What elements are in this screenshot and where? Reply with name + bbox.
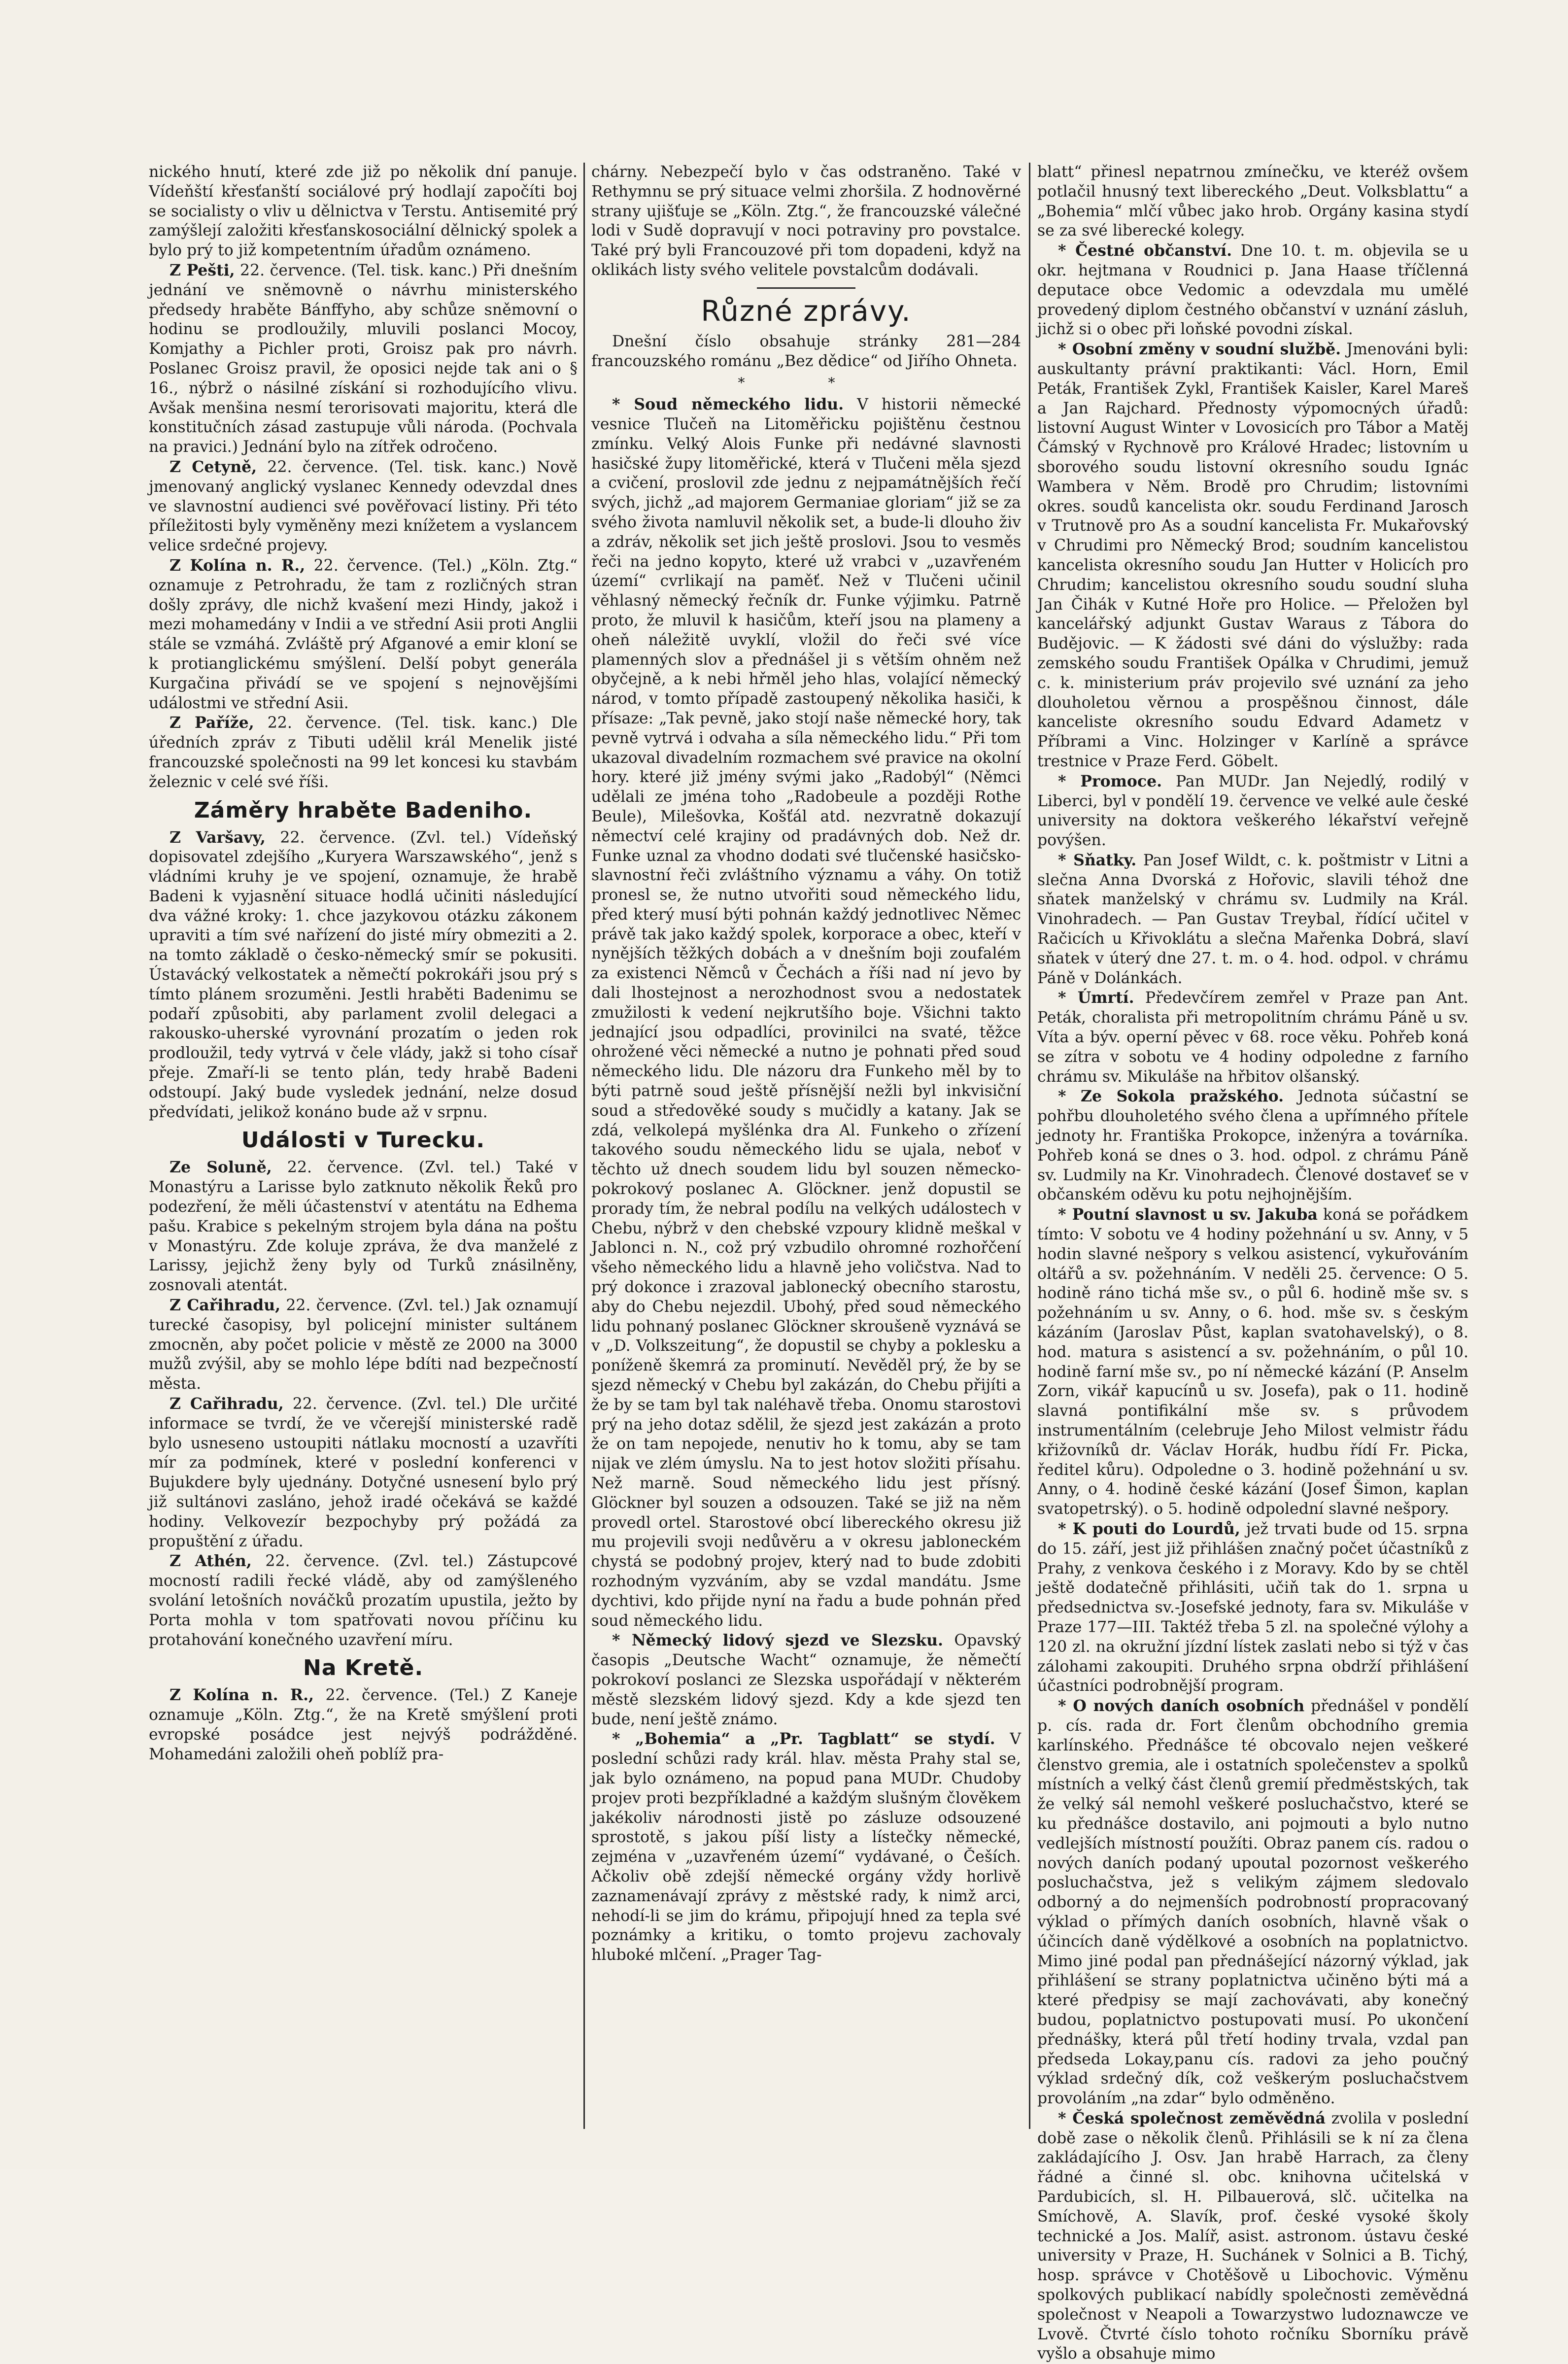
dateline: * Soud německého lidu.: [612, 395, 844, 414]
separator-rule: [757, 287, 855, 289]
article-paragraph: [149, 556, 578, 713]
dateline: * O nových daních osobních: [1058, 1697, 1305, 1715]
article-paragraph: [1037, 1087, 1468, 1205]
dateline: * Poutní slavnost u sv. Jakuba: [1058, 1205, 1318, 1224]
dateline: * K pouti do Lourdů,: [1058, 1519, 1240, 1538]
paragraph-text: 22. července. (Tel.) Z Kaneje oznamuje „Köln. Ztg.“, že na Kretě smýšlení proti evropské posádce jest nejvýš podrážděné. Mohamedáni založili oheň poblíž pra-: [149, 1686, 578, 1763]
paragraph-text: zvolila v poslední době zase o několik členů. Přihlásili se k ní za člena zakládajícího J. Osv. Jan hrabě Harrach, za členy řádné a činné sl. obc. knihovna učitelská v Pardubicích, sl. H. Pilbauerová, slč. učitelka na Smíchově, A. Slavík, prof. české vysoké školy technické a Jos. Malíř, asist. astronom. ústavu české university v Praze, H. Suchánek v Solnici a B. Tichý, hosp. správce v Chotěšově u Libochovic. Výměnu spolkových publikací nabídly společnosti zeměvědná společnost v Neapoli a Towarzystwo ludoznawcze ve Lvově. Čtvrté číslo tohoto ročníku Sborníku právě vyšlo a obsahuje mimo: [1037, 2109, 1469, 2363]
dateline: Ze Soluně,: [170, 1158, 272, 1177]
paragraph-text: 22. července. (Zvl. tel.) Jak oznamují turecké časopisy, byl policejní minister sultánem zmocněn, aby počet policie v městě ze 2000 na 3000 mužů zvýšil, aby se mohlo lépe bdíti nad bezpečností města.: [149, 1297, 578, 1393]
article-paragraph: [149, 713, 578, 792]
article-paragraph: [591, 1729, 1021, 1965]
section-heading: Na Kretě.: [303, 1655, 424, 1681]
paragraph-text: Předevčírem zemřel v Praze pan Ant. Peták, choralista při metropolitním chrámu Páně u sv. Víta a býv. operní pěvec v 68. roce věku. Pohřeb koná se zítra v sobotu ve 4 hodiny odpoledne z farního chrámu sv. Mikuláše na hřbitov olšanský.: [1037, 989, 1468, 1086]
article-paragraph: [1037, 1205, 1468, 1519]
column-left: [149, 163, 578, 2129]
paragraph-text: V poslední schůzi rady král. hlav. města Prahy stal se, jak bylo oznámeno, na popud pana MUDr. Chudoby projev proti bezpříkladné a každým slušným člověkem jakékoliv národnosti jistě po zásluze odsouzené sprostotě, s jakou píší listy a lístečky německé, zejména v „uzavřeném území“ vydávané, o Češích. Ačkoliv obě zdejší německé orgány vždy horlivě zaznamenávají zprávy z městské rady, k nimž arci, nehodí-li se jim do krámu, připojují hned za tepla své poznámky a kritiku, o tomto projevu zachovaly hluboké mlčení. „Prager Tag-: [591, 1730, 1021, 1964]
paragraph-text: 22. července. (Zvl. tel.) Dle určité informace se tvrdí, že ve včerejší ministerské radě bylo usneseno ustoupiti nátlaku mocností a uzavříti mír za podmínek, které v poslední konferenci v Bujukdere byly ujednány. Dotyčné usnesení bylo prý již sultánovi zasláno, jehož iradé očekává se každé hodiny. Velkovezír bezpochyby prý požádá za propuštění z úřadu.: [149, 1395, 578, 1550]
paragraph-text: Dne 10. t. m. objevila se u okr. hejtmana v Roudnici p. Jana Haase tříčlenná deputace obce Vedomic a odevzdala mu umělé provedený diplom čestného občanství v uznání zásluh, jichž si o obec při loňské povodni získal.: [1037, 242, 1469, 339]
dateline: Z Varšavy,: [170, 828, 266, 847]
paragraph-text: 22. července. (Zvl. tel.) Vídeňský dopisovatel zdejšího „Kuryera Warszawského“, jenž s vládními kruhy je ve spojení, oznamuje, že hrabě Badeni k vyjasnění situace hodlá učiniti následující dva vážné kroky: 1. chce jazykovou otázku zákonem upraviti a tím své nařízení do jisté míry obmeziti a 2. na tomto základě o česko-německý smír se pokusiti. Ústavácký velkostatek a němečtí pokrokáři jsou prý s tímto plánem srozuměni. Jestli hraběti Badenimu se podaří způsobiti, aby parlament zvolil delegaci a rakousko-uherské vyrovnání prozatím o jeden rok prodloužil, tedy vytrvá v čele vlády, jakž si toho císař přeje. Zmaří-li se tento plán, tedy hrabě Badeni odstoupí. Jaký bude vysledek jednání, nelze dosud předvídati, jelikož konáno bude až v srpnu.: [149, 828, 578, 1121]
dateline: * Promoce.: [1058, 772, 1162, 790]
article-paragraph: [1037, 241, 1468, 340]
paragraph-text: koná se pořádkem tímto: V sobotu ve 4 hodiny požehnání u sv. Anny, v 5 hodin slavné nešpory s velkou asistencí, vykuřováním oltářů a sv. požehnáním. V neděli 25. července: O 5. hodině ráno tichá mše sv., o půl 6. hodině mše sv. s požehnáním u sv. Anny, o 6. hod. mše sv. s českým kázáním (Jaroslav Půst, kaplan svatohavelský), o 8. hod. matura s asistencí a sv. požehnáním, o půl 10. hodině farní mše sv., po ní německé kázání (P. Anselm Zorn, vikář kapucínů u sv. Josefa), pak o 11. hodině slavná pontifikální mše sv. s průvodem instrumentálním (celebruje Jeho Milost velmistr řádu křižovníků dr. Václav Horák, hudbu řídí Fr. Picka, ředitel kůru). Odpoledne o 3. hodině požehnání u sv. Anny, o 4. hodině české kázání (Josef Šimon, kaplan svatopetrský). o 5. hodině odpolední slavné nešpory.: [1037, 1206, 1468, 1518]
paragraph-text: přednášel v pondělí p. cís. rada dr. Fort členům obchodního gremia karlínského. Přednášce té obcovalo nejen veškeré členstvo gremia, ale i ostatních společenstev a spolků místních a velký část členů gremií předměstských, tak že velký sál nemohl veškeré posluchačstvo, které se ku přednášce dostavilo, ani pojmouti a bylo nutno vedlejších místností použíti. Obraz panem cís. radou o nových daních podaný upoutal pozornost veškerého posluchačstva, jež s velikým zájmem sledovalo odborný a do nejmenších podrobností propracovaný výklad o přímých daních osobních, hlavně však o účincích daně výdělkové a osobních na poplatnictvo. Mimo jiné podal pan přednášející názorný výklad, jak přihlášení se strany poplatnictva učiněno býti má a které předpisy se mají zachovávati, aby konečný budou, poplatnictvo postupovati musí. Po ukončení přednášky, která půl třetí hodiny trvala, vzdal pan předseda Lokay,panu cís. radovi za jeho poučný výklad srdečný dík, což veškerým posluchačstvem provoláním „na zdar“ bylo odměněno.: [1037, 1697, 1468, 2108]
paragraph-text: 22. července. (Tel.) „Köln. Ztg.“ oznamuje z Petrohradu, že tam z rozličných stran došly zprávy, dle nichž kvašení mezi Hindy, jakož i mezi mohamedány v Indii a ve střední Asii proti Anglii stále se vzmáhá. Zvláště prý Afganové a emir kloní se k protianglickému smýšlení. Delší pobyt generála Kurgačina přivádí se ve spojení s nejnovějšími událostmi ve střední Asii.: [149, 556, 578, 712]
paragraph-text: 22. července. (Tel. tisk. kanc.) Nově jmenovaný anglický vyslanec Kennedy odevzdal dnes ve slavnostní audienci své pověřovací listiny. Při této příležitosti byly vyměněny mezi knížetem a vyslancem velice srdečné projevy.: [149, 458, 578, 555]
paragraph-text: Dnešní číslo obsahuje stránky 281—284 francouzského románu „Bez dědice“ od Jiřího Ohneta.: [591, 332, 1021, 370]
article-paragraph: [591, 1631, 1021, 1729]
dateline: * Česká společnost zeměvědná: [1058, 2109, 1326, 2127]
article-paragraph: [591, 332, 1021, 372]
column-rule: [1029, 163, 1030, 2129]
article-paragraph: [149, 1296, 578, 1394]
dateline: * „Bohemia“ a „Pr. Tagblatt“ se stydí.: [612, 1730, 995, 1748]
dateline: Z Cetyně,: [170, 457, 257, 476]
dateline: Z Cařihradu,: [170, 1395, 284, 1413]
article-paragraph: [149, 1551, 578, 1650]
paragraph-text: V historii německé vesnice Tlučeň na Litoměřicku pojištěnu čestnou zmínku. Velký Alois Funke při nedávné slavnosti hasičské župy litoměřické, která v Tlučeni měla sjezd a cvičení, proslovil zde jednu z nejpamátnějších řečí svých, jichž „ad majorem Germaniae gloriam“ již se za svého života namluvil několik set, a bude-li dlouho živ a zdráv, několik set jich ještě proslovi. Jsou to vesměs řeči na jedno kopyto, které už vrabci v „uzavřeném území“ cvrlikají na paměť. Než v Tlučeni učinil věhlasný německý řečník dr. Funke výjimku. Patrně proto, že mluvil k hasičům, kteří jsou na plameny a oheň náležitě uvyklí, vložil do řeči své více plamenných slov a přednášel ji s větším ohněm než obyčejně, a k nebi hřměl jeho hlas, volající německý národ, v tomto případě zastoupený několika hasiči, k přísaze: „Tak pevně, jako stojí naše německé hory, tak pevně vytrvá i odvaha a síla německého lidu.“ Při tom ukazoval divadelním rozmachem své pravice na okolní hory. které již jmény svými jako „Radobýl“ (Němci udělali ze jména toho „Radobeule a později Rothe Beule), Milešovka, Košťál atd. nezvratně dokazují němectví celé krajiny od pradávných dob. Než dr. Funke uznal za vhodno dodati své tlučenské hasičsko-slavnostní řeči zvláštního významu a váhy. On totiž pronesl se, že nutno utvořiti soud německého lidu, před který musí býti pohnán každý jednotlivec Němec právě tak jako každý spolek, korporace a obec, kteří v nynějších těžkých dobách a v dnešním boji zoufalém za existenci Němců v Čechách a říši nad ní jevo by dali lhostejnost a nerozhodnost svou a nedostatek zmužilosti k vedení nejkrutšího boje. Všichni takto jednající jsou odpadlíci, provinilci na svaté, těžce ohrožené věci německé a nutno je pohnati před soud německého lidu. Dle názoru dra Funkeho měl by to býti patrně soud ještě přísnější nežli byl inkvisiční soud a středověké soudy s mučidly a katany. Jak se zdá, velkolepá myšlénka dra Al. Funkeho o zřízení takového soudu německého lidu se ujala, neboť v těchto už dnech soudem lidu byl souzen německo-pokrokový poslanec A. Glöckner. jenž dopustil se prorady tím, že nebral podílu na velkých událostech v Chebu, nýbrž v den chebské vzpoury klidně meškal v Jablonci n. N., což prý vzbudilo ohromné rozhořčení všeho německého lidu a hlavně jeho voličstva. Nad to prý dokonce i zrazoval jablonecký obecního starostu, aby do Chebu nejezdil. Ubohý, před soud německého lidu pohnaný poslanec Glöckner skroušeně vyznává se v „D. Volkszeitung“, že dopustil se chyby a poklesku a poníženě škemrá za prominutí. Nevěděl prý, že by se sjezd německý v Chebu byl zakázán, do Chebu přijíti a že by se tam byl tak naléhavě třeba. Onomu starostovi prý na jeho dotaz sdělil, že sjezd jest zakázán a proto že on tam nepojede, nenutiv ho k tomu, aby se tam nijak ve zlém úmyslu. Na to jest hotov složiti přísahu. Než marně. Soud německého lidu jest přísný. Glöckner byl souzen a odsouzen. Také se již na něm provedl ortel. Starostové obcí libereckého okresu již mu projevili svoji nedůvěru a v okresu jabloneckém chystá se podobný projev, který nad to bude zdobiti rozhodným vyzváním, aby se vzdal mandátu. Jsme dychtivi, kdo přijde nyní na řadu a bude pohnán před soud německého lidu.: [591, 396, 1021, 1630]
paragraph-text: Jmenováni byli: auskultanty právní praktikanti: Václ. Horn, Emil Peták, František Zykl, František Kaisler, Karel Mareš a Jan Rajchard. Přednosty výpomocných úřadů: listovní August Winter v Lovosicích pro Tábor a Matěj Čámský v Rychnově pro Králové Hradec; listovním u sborového soudu listovní okresního soudu Ignác Wambera v Něm. Brodě pro Chrudim; listovními okres. soudů kancelista okr. soudu Ferdinand Jarosch v Trutnově pro As a soudní kancelista Fr. Mukařovský v Chrudimi pro Německý Brod; soudním kancelistou kancelista okresního soudu Jan Hutter v Holicích pro Chrudim; kancelistou okresního soudu soudní sluha Jan Čihák v Kutné Hoře pro Holice. — Přeložen byl kancelářský adjunkt Gustav Waraus z Tábora do Budějovic. — K žádosti své dáni do výslužby: rada zemského soudu František Opálka v Chrudimi, jemuž c. k. ministerium práv projevilo své uznání za jeho dlouholetou věrnou a prospěšnou činnost, dále kanceliste okresního soudu Edvard Adametz v Příbrami a Vinc. Holzinger v Karlíně a správce trestnice v Praze Ferd. Göbelt.: [1037, 341, 1469, 770]
article-paragraph: [149, 457, 578, 556]
section-heading: Různé zprávy.: [701, 294, 912, 328]
dateline: * Čestné občanství.: [1058, 241, 1232, 260]
article-paragraph: [149, 163, 578, 261]
article-paragraph: [1037, 2109, 1468, 2364]
column-right: [1037, 163, 1469, 2363]
paragraph-text: 22. července. (Tel. tisk. kanc.) Při dnešním jednání ve sněmovně o návrhu ministerského předsedy hraběte Bánffyho, aby schůze sněmovní o hodinu se prodloužily, mluvili poslanci Mocoy, Komjathy a Pichler proti, Groisz pak pro návrh. Poslanec Groisz pravil, že oposici nejde tak ani o § 16., nýbrž o násilné získání si rozhodujícího vlivu. Avšak menšina nesmí terorisovati majoritu, která dle konstitučních zásad zastupuje vůli národa. (Pochvala na pravici.) Jednání bylo na zítřek odročeno.: [149, 261, 578, 456]
paragraph-text: nického hnutí, které zde již po několik dní panuje. Vídeňští křesťanští sociálové prý hodlají započíti boj se socialisty o vliv u dělnictva v Terstu. Antisemité prý zamýšlejí založiti křesťanskosociální dělnický spolek a bylo prý to již kompetentním úřadům oznámeno.: [149, 163, 578, 260]
article-paragraph: [1037, 340, 1468, 772]
paragraph-text: chárny. Nebezpečí bylo v čas odstraněno. Také v Rethymnu se prý situace velmi zhoršila. Z hodnověrné strany ujišťuje se „Köln. Ztg.“, že francouzské válečné lodi v Sudě dopravují v noci potraviny pro povstalce. Také prý byli Francouzové při tom dopadeni, když na oklikách listy svého velitele povstalcům dodávali.: [591, 163, 1021, 279]
dateline: * Osobní změny v soudní službě.: [1058, 340, 1341, 359]
paragraph-text: 22. července. (Zvl. tel.) Zástupcové mocností radili řecké vládě, aby od zamýšleného svolání letošních nováčků prozatím upustila, ježto by Porta mohla v tom spatřovati novou příčinu ku protahování konečného uzavření míru.: [149, 1552, 578, 1649]
article-paragraph: [1037, 851, 1468, 989]
article-paragraph: [1037, 988, 1468, 1087]
dateline: * Německý lidový sjezd ve Slezsku.: [612, 1631, 943, 1650]
dateline: Z Kolína n. R.,: [170, 1686, 314, 1705]
column-rule: [583, 163, 585, 2129]
paragraph-text: 22. července. (Zvl. tel.) Také v Monastýru a Larisse bylo zatknuto několik Řeků pro podezření, že měli účastenství v atentátu na Edhema pašu. Krabice s pekelným strojem byla dána na poštu v Monastýru. Zde koluje zpráva, že dva manželé z Larissy, jejichž ženy byly od Turků znásilněny, zosnovali atentát.: [149, 1159, 578, 1295]
dateline: Z Athén,: [170, 1552, 252, 1571]
section-heading: Události v Turecku.: [241, 1128, 485, 1153]
column-middle: [591, 163, 1021, 2129]
article-paragraph: [591, 395, 1021, 1631]
dateline: Z Pešti,: [170, 261, 235, 279]
article-paragraph: [149, 828, 578, 1123]
article-paragraph: [1037, 1519, 1468, 1696]
article-paragraph: [149, 1158, 578, 1296]
article-paragraph: [1037, 1696, 1468, 2109]
article-paragraph: [149, 1685, 578, 1764]
dateline: * Ze Sokola pražského.: [1058, 1087, 1284, 1106]
dateline: * Sňatky.: [1058, 851, 1137, 869]
article-paragraph: [149, 261, 578, 457]
paragraph-text: blatt“ přinesl nepatrnou zmínečku, ve kteréž ovšem potlačil hnusný text libereckého „Deut. Volksblattu“ a „Bohemia“ mlčí vůbec jako hrob. Orgány kasina stydí se za své liberecké kolegy.: [1037, 163, 1468, 240]
paragraph-text: jež trvati bude od 15. srpna do 15. září, jest již přihlášen značný počet účastníků z Prahy, z venkova českého i z Moravy. Kdo by se chtěl ještě dodatečně přihlásiti, učiň tak do 1. srpna u předsednictva sv.-Josefské jednoty, fara sv. Mikuláše v Praze 177—III. Taktéž třeba 5 zl. na společné výlohy a 120 zl. na okružní jízdní lístek zaslati nebo si týž v čas zálohami zakoupiti. Druhého srpna obdrží přihlášení účastníci podrobnější program.: [1037, 1520, 1468, 1695]
paragraph-text: Pan MUDr. Jan Nejedlý, rodilý v Liberci, byl v pondělí 19. července ve velké aule české university na doktora veškerého lékařství veřejně povýšen.: [1037, 772, 1468, 850]
article-paragraph: [149, 1394, 578, 1551]
asterism: * *: [738, 375, 875, 391]
article-paragraph: [1037, 772, 1468, 851]
article-paragraph: [1037, 163, 1468, 241]
dateline: Z Kolína n. R.,: [170, 556, 306, 575]
dateline: Z Cařihradu,: [170, 1296, 281, 1315]
paragraph-text: 22. července. (Tel. tisk. kanc.) Dle úředních zpráv z Tibuti udělil král Menelik jisté francouzské společnosti na 99 let koncesi ku stavbám železnic v celé své říši.: [149, 714, 578, 791]
article-paragraph: [591, 163, 1021, 280]
paragraph-text: Pan Josef Wildt, c. k. poštmistr v Litni a slečna Anna Dvorská z Hořovic, slavili téhož dne sňatek manželský v chrámu sv. Ludmily na Král. Vinohradech. — Pan Gustav Treybal, řídící učitel v Račicích u Křivoklátu a slečna Mařenka Dobrá, slaví sňatek v úterý dne 27. t. m. o 4. hod. odpol. v chrámu Páně v Dolánkách.: [1037, 851, 1469, 987]
paragraph-text: Opavský časopis „Deutsche Wacht“ oznamuje, že němečtí pokrokoví poslanci ze Slezska uspořádají v některém městě slezském lidový sjezd. Kdy a kde sjezd ten bude, není ještě známo.: [591, 1632, 1021, 1728]
paragraph-text: Jednota súčastní se pohřbu dlouholetého svého člena a upřímného přítele jednoty hr. Františka Prokopce, inženýra a továrníka. Pohřeb koná se dnes o 3. hod. odpol. z chrámu Páně sv. Ludmily na Kr. Vinohradech. Členové dostaveť se v občanském oděvu ku potu nejhojnějším.: [1037, 1088, 1468, 1204]
section-heading: Záměry hraběte Badeniho.: [194, 797, 533, 823]
dateline: * Úmrtí.: [1058, 989, 1134, 1007]
dateline: Z Paříže,: [170, 714, 254, 732]
